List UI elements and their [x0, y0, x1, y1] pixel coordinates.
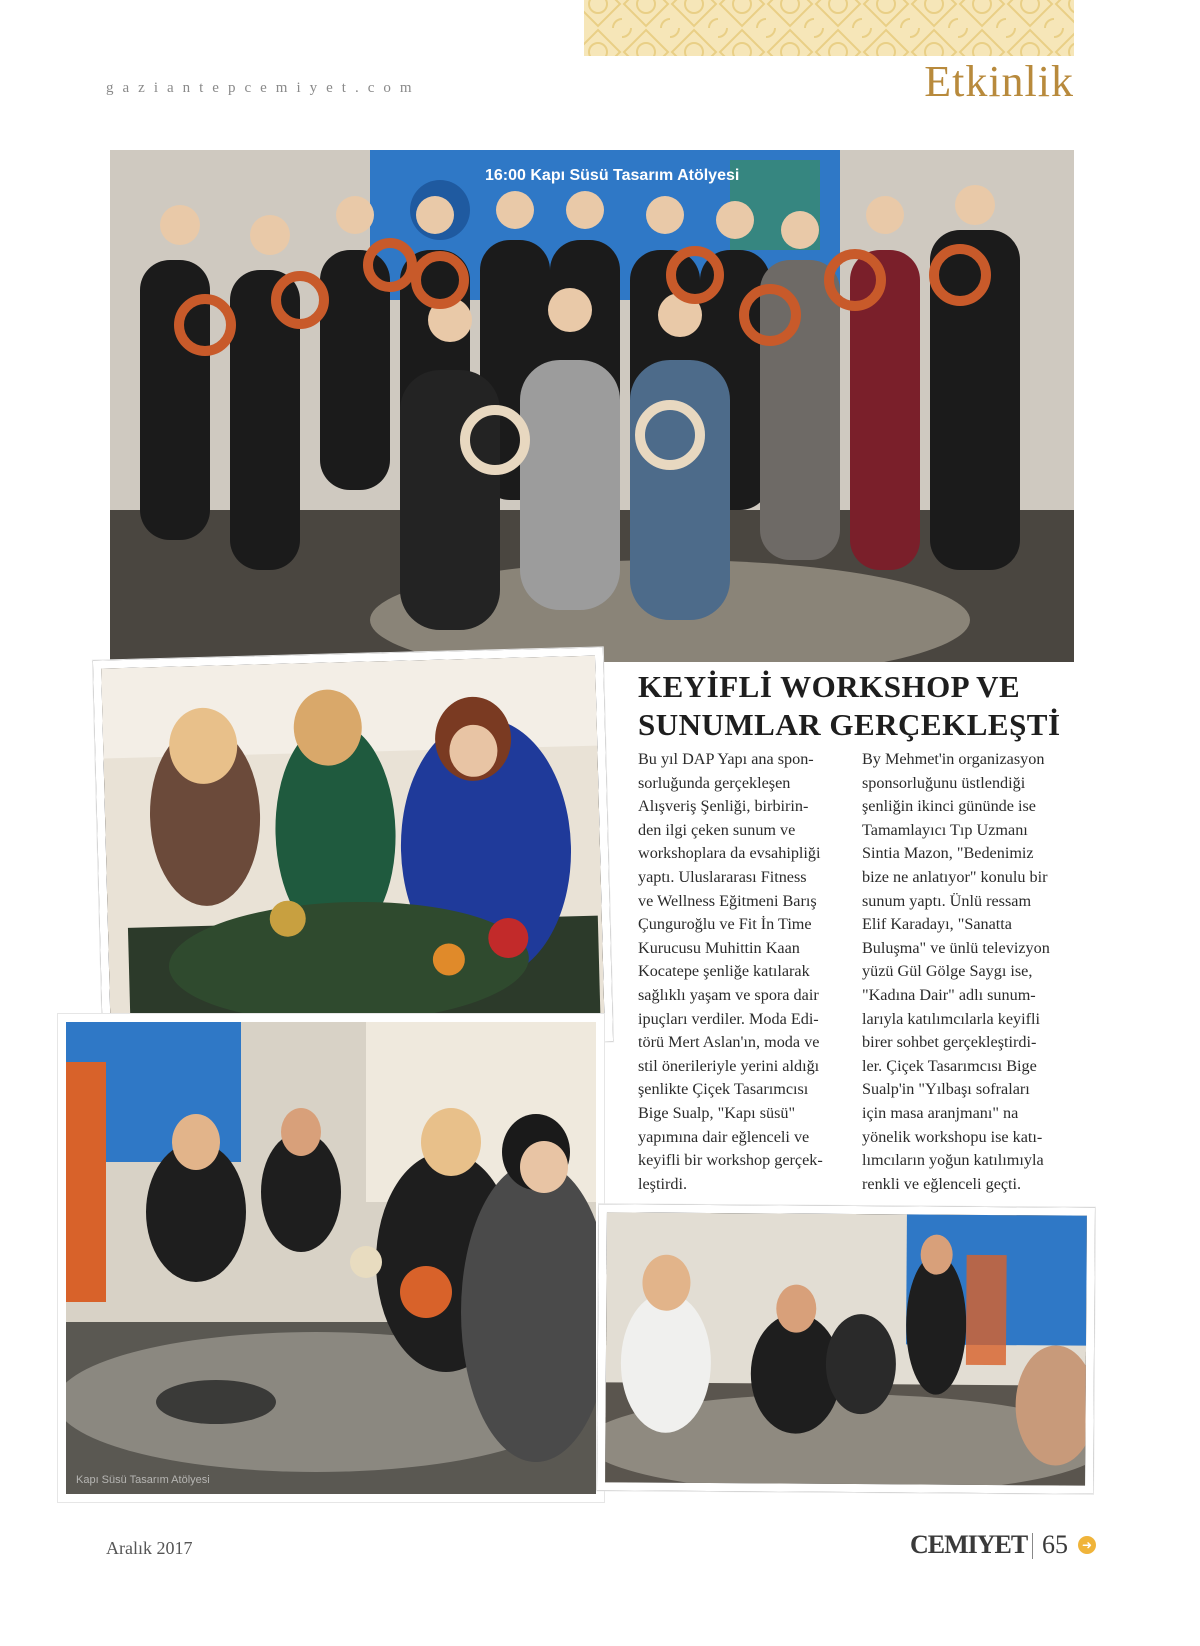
text-line: ipuçları verdiler. Moda Edi- [638, 1009, 819, 1028]
text-line: Sintia Mazon, "Bedenimiz [862, 844, 1034, 863]
text-line: renkli ve eğlenceli geçti. [862, 1174, 1022, 1193]
text-line: Elif Karadayı, "Sanatta [862, 915, 1012, 934]
text-line: şenliğin ikinci gününde ise [862, 797, 1036, 816]
text-line: keyifli bir workshop gerçek- [638, 1151, 823, 1170]
text-line: Bige Sualp, "Kapı süsü" [638, 1103, 796, 1122]
text-line: Sualp'in "Yılbaşı sofraları [862, 1080, 1030, 1099]
footer-divider [1032, 1533, 1033, 1559]
text-line: ler. Çiçek Tasarımcısı Bige [862, 1056, 1037, 1075]
text-line: Çunguroğlu ve Fit İn Time [638, 915, 812, 934]
magazine-brand: CEMIYET [910, 1530, 1028, 1559]
text-line: By Mehmet'in organizasyon [862, 750, 1045, 768]
arrow-right-icon: ➜ [1078, 1536, 1096, 1554]
issue-date: Aralık 2017 [106, 1538, 193, 1558]
headline-line-1: KEYİFLİ WORKSHOP VE [638, 669, 1021, 704]
site-url: gaziantepcemiyet.com [106, 80, 421, 96]
text-line: törü Mert Aslan'ın, moda ve [638, 1033, 820, 1052]
text-line: yaptı. Uluslararası Fitness [638, 867, 807, 886]
text-line: Alışveriş Şenliği, birbirin- [638, 797, 809, 816]
text-line: Tamamlayıcı Tıp Uzmanı [862, 820, 1028, 839]
banner-text-small: Kapı Süsü Tasarım Atölyesi [76, 1474, 210, 1486]
photo-table-workshop [58, 1014, 604, 1502]
article-headline [638, 668, 1078, 744]
banner-text: 16:00 Kapı Süsü Tasarım Atölyesi [485, 167, 740, 184]
text-line: için masa aranjmanı" na [862, 1103, 1019, 1122]
text-line: Kurucusu Muhittin Kaan [638, 938, 800, 957]
text-line: Buluşma" ve ünlü televizyon [862, 938, 1050, 957]
text-line: ve Wellness Eğitmeni Barış [638, 891, 817, 910]
article-column-1 [638, 748, 848, 1196]
text-line: lımcıların yoğun katılımıyla [862, 1151, 1044, 1170]
text-line: workshoplara da evsahipliği [638, 844, 821, 863]
article-column-2 [862, 748, 1072, 1196]
text-line: yüzü Gül Gölge Saygı ise, [862, 962, 1033, 981]
text-line: sorluğunda gerçekleşen [638, 773, 791, 792]
text-line: Bu yıl DAP Yapı ana spon- [638, 750, 814, 768]
photo-women-arrangement [93, 647, 613, 1054]
text-line: yönelik workshopu ise katı- [862, 1127, 1043, 1146]
text-line: bize ne anlatıyor" konulu bir [862, 867, 1048, 886]
text-line: den ilgi çeken sunum ve [638, 820, 796, 839]
text-line: sponsorluğunu üstlendiği [862, 773, 1026, 792]
text-line: yapımına dair eğlenceli ve [638, 1127, 810, 1146]
decorative-pattern-band [584, 0, 1074, 56]
text-line: larıyla katılımcılarla keyifli [862, 1009, 1040, 1028]
section-title: Etkinlik [924, 57, 1074, 106]
text-line: şenlikte Çiçek Tasarımcısı [638, 1080, 809, 1099]
page-number: 65 [1042, 1530, 1068, 1559]
headline-line-2: SUNUMLAR GERÇEKLEŞTİ [638, 707, 1061, 742]
photo-long-table [597, 1204, 1095, 1493]
text-line: Kocatepe şenliğe katılarak [638, 962, 810, 981]
text-line: sağlıklı yaşam ve spora dair [638, 985, 819, 1004]
text-line: stil önerileriyle yerini aldığı [638, 1056, 820, 1075]
text-line: leştirdi. [638, 1174, 688, 1193]
text-line: sunum yaptı. Ünlü ressam [862, 891, 1032, 910]
photo-group-wreaths [110, 150, 1074, 662]
text-line: "Kadına Dair" adlı sunum- [862, 985, 1036, 1004]
text-line: birer sohbet gerçekleştirdi- [862, 1033, 1037, 1052]
